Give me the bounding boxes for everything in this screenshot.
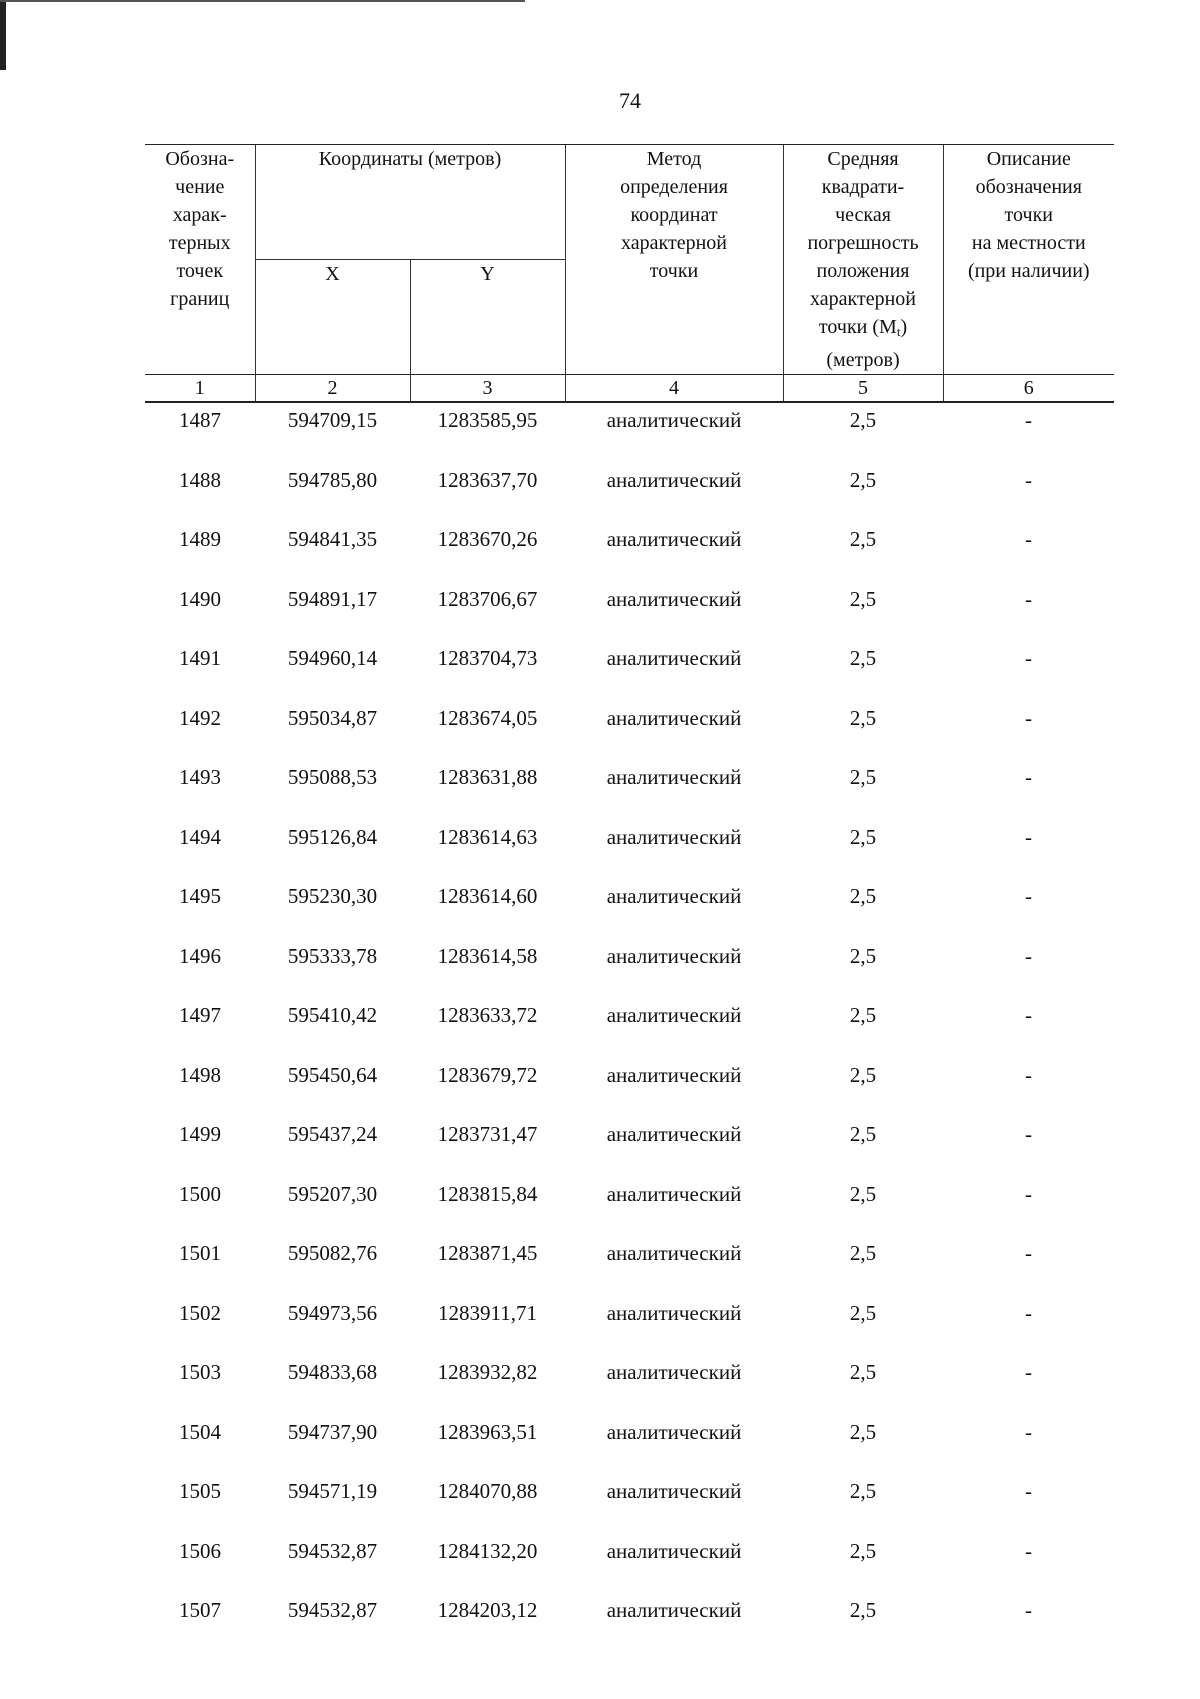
cell-method: аналитический <box>606 884 742 908</box>
cell-description: - <box>1025 1598 1033 1622</box>
cell-y: 1283932,82 <box>437 1360 538 1384</box>
cell-method: аналитический <box>606 1479 742 1503</box>
cell-description: - <box>1025 705 1033 730</box>
cell-error: 2,5 <box>849 765 877 789</box>
cell-x: 595437,24 <box>287 1122 378 1146</box>
cell-description: - <box>1025 884 1033 908</box>
cell-y: 1283614,58 <box>437 943 538 968</box>
cell-error: 2,5 <box>849 1003 877 1027</box>
cell-y: 1284132,20 <box>437 1538 538 1563</box>
cell-error: 2,5 <box>849 527 877 551</box>
cell-point-id: 1500 <box>179 1181 221 1206</box>
header-y: Y <box>410 260 565 375</box>
cell-y: 1283674,05 <box>437 705 538 730</box>
cell-x: 595333,78 <box>287 943 378 968</box>
header-method <box>565 145 783 375</box>
cell-error: 2,5 <box>849 884 877 908</box>
header-line: обозначения <box>975 176 1082 198</box>
cell-method: аналитический <box>606 527 742 551</box>
cell-x: 595126,84 <box>287 824 378 849</box>
cell-description: - <box>1025 1479 1033 1503</box>
header-line-mt <box>786 313 941 346</box>
header-line: на местности <box>971 232 1086 254</box>
header-line: точек <box>176 260 224 282</box>
cell-description: - <box>1025 408 1033 432</box>
table-row <box>145 1058 1114 1118</box>
cell-point-id: 1492 <box>179 705 221 730</box>
cell-description: - <box>1025 1360 1033 1384</box>
cell-point-id: 1491 <box>179 646 221 670</box>
table-row <box>145 582 1114 642</box>
table-row <box>145 1474 1114 1534</box>
cell-x: 594571,19 <box>287 1479 378 1503</box>
column-number: 4 <box>565 375 783 403</box>
table-row <box>145 641 1114 701</box>
header-text: точки (M <box>818 316 897 338</box>
cell-method: аналитический <box>606 943 742 968</box>
table-header <box>145 145 1114 403</box>
cell-y: 1283631,88 <box>437 765 538 789</box>
cell-method: аналитический <box>606 824 742 849</box>
cell-error: 2,5 <box>849 824 877 849</box>
table-row <box>145 998 1114 1058</box>
column-number: 6 <box>943 375 1114 403</box>
cell-x: 595450,64 <box>287 1062 378 1087</box>
cell-error: 2,5 <box>849 1360 877 1384</box>
cell-x: 594709,15 <box>287 408 378 432</box>
cell-y: 1283585,95 <box>437 408 538 432</box>
cell-error: 2,5 <box>849 1479 877 1503</box>
header-line: ческая <box>835 204 891 226</box>
header-line: Средняя <box>827 148 899 170</box>
cell-y: 1284203,12 <box>437 1598 538 1622</box>
cell-error: 2,5 <box>849 943 877 968</box>
column-number: 1 <box>145 375 255 403</box>
cell-description: - <box>1025 765 1033 789</box>
cell-description: - <box>1025 1419 1033 1444</box>
cell-description: - <box>1025 646 1033 670</box>
cell-description: - <box>1025 1062 1033 1087</box>
header-line: положения <box>816 260 910 282</box>
cell-x: 595410,42 <box>287 1003 378 1027</box>
cell-description: - <box>1025 1241 1033 1265</box>
cell-y: 1283963,51 <box>437 1419 538 1444</box>
table-row <box>145 1415 1114 1475</box>
cell-point-id: 1490 <box>179 586 221 611</box>
cell-x: 595207,30 <box>287 1181 378 1206</box>
cell-error: 2,5 <box>849 586 877 611</box>
cell-method: аналитический <box>606 586 742 611</box>
table-row <box>145 1117 1114 1177</box>
cell-y: 1284070,88 <box>437 1479 538 1503</box>
cell-description: - <box>1025 1538 1033 1563</box>
cell-method: аналитический <box>606 1003 742 1027</box>
table-row <box>145 463 1114 523</box>
header-mean-square-error <box>783 145 943 375</box>
table-row <box>145 1355 1114 1415</box>
cell-method: аналитический <box>606 1181 742 1206</box>
header-x: X <box>255 260 410 375</box>
cell-x: 595034,87 <box>287 705 378 730</box>
cell-description: - <box>1025 586 1033 611</box>
table-row <box>145 402 1114 463</box>
cell-point-id: 1494 <box>179 824 221 849</box>
header-line: точки <box>1004 204 1053 226</box>
cell-point-id: 1493 <box>179 765 221 789</box>
header-coordinates-group: Координаты (метров) <box>255 145 565 260</box>
cell-method: аналитический <box>606 1062 742 1087</box>
cell-description: - <box>1025 527 1033 551</box>
header-line: (при наличии) <box>967 260 1090 282</box>
cell-error: 2,5 <box>849 1062 877 1087</box>
subscript-t: t <box>896 324 901 339</box>
cell-point-id: 1503 <box>179 1360 221 1384</box>
header-text: ) <box>900 316 908 338</box>
table-row <box>145 522 1114 582</box>
cell-method: аналитический <box>606 1300 742 1325</box>
cell-method: аналитический <box>606 1598 742 1622</box>
cell-error: 2,5 <box>849 1598 877 1622</box>
cell-x: 594833,68 <box>287 1360 378 1384</box>
column-number: 2 <box>255 375 410 403</box>
header-description <box>943 145 1114 375</box>
cell-description: - <box>1025 1003 1033 1027</box>
cell-y: 1283731,47 <box>437 1122 538 1146</box>
cell-y: 1283911,71 <box>438 1300 537 1325</box>
cell-point-id: 1498 <box>179 1062 221 1087</box>
cell-x: 594532,87 <box>287 1538 378 1563</box>
cell-y: 1283670,26 <box>437 527 538 551</box>
cell-method: аналитический <box>606 1122 742 1146</box>
cell-x: 595088,53 <box>287 765 378 789</box>
cell-error: 2,5 <box>849 1300 877 1325</box>
table-row <box>145 1236 1114 1296</box>
cell-x: 594891,17 <box>287 586 378 611</box>
cell-error: 2,5 <box>849 705 877 730</box>
header-line: (метров) <box>826 349 900 371</box>
header-line: квадрати- <box>821 176 905 198</box>
cell-description: - <box>1025 1300 1033 1325</box>
coordinates-table <box>145 144 1114 1653</box>
column-number: 5 <box>783 375 943 403</box>
cell-description: - <box>1025 1181 1033 1206</box>
cell-x: 594737,90 <box>287 1419 378 1444</box>
cell-y: 1283614,63 <box>437 824 538 849</box>
column-number: 3 <box>410 375 565 403</box>
table-row <box>145 1534 1114 1594</box>
table-body <box>145 402 1114 1653</box>
header-line: Метод <box>646 148 702 170</box>
scan-edge-mark <box>0 0 6 70</box>
cell-point-id: 1501 <box>179 1241 221 1265</box>
header-line: Описание <box>986 148 1071 170</box>
header-line: характерной <box>810 288 916 310</box>
cell-description: - <box>1025 467 1033 492</box>
table-row <box>145 701 1114 761</box>
cell-method: аналитический <box>606 1419 742 1444</box>
cell-error: 2,5 <box>849 467 877 492</box>
cell-y: 1283679,72 <box>437 1062 538 1087</box>
cell-error: 2,5 <box>849 1419 877 1444</box>
header-line: определения <box>620 176 728 198</box>
table-row <box>145 760 1114 820</box>
cell-point-id: 1505 <box>179 1479 221 1503</box>
cell-y: 1283704,73 <box>437 646 538 670</box>
cell-point-id: 1495 <box>179 884 221 908</box>
table-row <box>145 939 1114 999</box>
header-line: терных <box>168 232 231 254</box>
cell-point-id: 1496 <box>179 943 221 968</box>
cell-description: - <box>1025 1122 1033 1146</box>
cell-method: аналитический <box>606 646 742 670</box>
cell-error: 2,5 <box>849 1122 877 1146</box>
table-row <box>145 1296 1114 1356</box>
cell-x: 595082,76 <box>287 1241 378 1265</box>
cell-y: 1283614,60 <box>437 884 538 908</box>
header-point-designation <box>145 145 255 375</box>
cell-error: 2,5 <box>849 646 877 670</box>
cell-x: 594960,14 <box>287 646 378 670</box>
cell-x: 594973,56 <box>287 1300 378 1325</box>
cell-point-id: 1506 <box>179 1538 221 1563</box>
cell-y: 1283706,67 <box>437 586 538 611</box>
table-row <box>145 879 1114 939</box>
table-row <box>145 820 1114 880</box>
header-line: границ <box>170 288 230 310</box>
cell-method: аналитический <box>606 1538 742 1563</box>
cell-y: 1283815,84 <box>437 1181 538 1206</box>
page-number: 74 <box>619 88 641 113</box>
cell-method: аналитический <box>606 1241 742 1265</box>
cell-point-id: 1488 <box>179 467 221 492</box>
table-row <box>145 1177 1114 1237</box>
header-line: Обозна- <box>165 148 235 170</box>
cell-x: 594841,35 <box>287 527 378 551</box>
cell-point-id: 1507 <box>179 1598 221 1622</box>
header-line: погрешность <box>807 232 919 254</box>
cell-point-id: 1487 <box>179 408 221 432</box>
cell-method: аналитический <box>606 1360 742 1384</box>
header-line: точки <box>649 260 699 282</box>
header-line: координат <box>630 204 718 226</box>
cell-method: аналитический <box>606 467 742 492</box>
table-row <box>145 1593 1114 1653</box>
cell-y: 1283633,72 <box>437 1003 538 1027</box>
cell-point-id: 1504 <box>179 1419 221 1444</box>
header-line: чение <box>175 176 225 198</box>
cell-method: аналитический <box>606 765 742 789</box>
cell-error: 2,5 <box>849 1538 877 1563</box>
header-line: харак- <box>172 204 227 226</box>
cell-method: аналитический <box>606 705 742 730</box>
cell-x: 594532,87 <box>287 1598 378 1622</box>
cell-error: 2,5 <box>849 1181 877 1206</box>
cell-x: 594785,80 <box>287 467 378 492</box>
cell-point-id: 1489 <box>179 527 221 551</box>
cell-point-id: 1499 <box>179 1122 221 1146</box>
cell-error: 2,5 <box>849 408 877 432</box>
header-line: характерной <box>621 232 727 254</box>
cell-y: 1283871,45 <box>437 1241 538 1265</box>
cell-description: - <box>1025 824 1033 849</box>
scan-top-line <box>0 0 525 2</box>
cell-point-id: 1497 <box>179 1003 221 1027</box>
cell-description: - <box>1025 943 1033 968</box>
cell-method: аналитический <box>606 408 742 432</box>
cell-x: 595230,30 <box>287 884 378 908</box>
cell-y: 1283637,70 <box>437 467 538 492</box>
cell-point-id: 1502 <box>179 1300 221 1325</box>
column-numbers-row <box>145 375 1114 403</box>
cell-error: 2,5 <box>849 1241 877 1265</box>
